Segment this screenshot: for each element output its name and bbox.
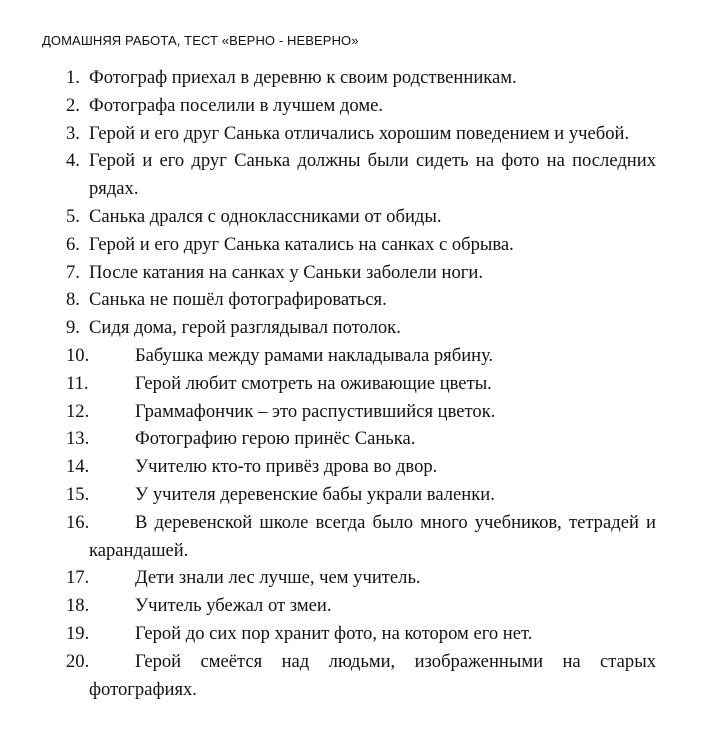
item-number: 20. [66, 650, 90, 672]
list-item-13 [66, 425, 656, 453]
list-item-5 [66, 203, 656, 231]
item-number: 9. [66, 317, 80, 339]
item-text: Учителю кто-то привёз дрова во двор. [135, 456, 438, 478]
item-text: Герой и его друг Санька катались на санках с обрыва. [89, 233, 514, 255]
item-number: 12. [66, 400, 90, 422]
item-number: 7. [66, 261, 80, 283]
item-number: 11. [66, 372, 89, 394]
item-number: 18. [66, 595, 90, 617]
list-item-6 [66, 231, 656, 259]
list-item-15 [66, 481, 656, 509]
list-item-2 [66, 92, 656, 120]
item-text: Герой смеётся над людьми, изображенными на старых фотографиях. [89, 650, 656, 700]
list-item-8 [66, 286, 656, 314]
item-text: Фотографию герою принёс Санька. [135, 428, 416, 450]
list-item-16 [66, 509, 656, 565]
list-item-7 [66, 259, 656, 287]
item-text: Учитель убежал от змеи. [135, 595, 332, 617]
item-text: Герой до сих пор хранит фото, на котором его нет. [135, 622, 533, 644]
item-text: У учителя деревенские бабы украли валенки. [135, 483, 495, 505]
item-number: 19. [66, 622, 90, 644]
item-text: В деревенской школе всегда было много учебников, тетрадей и карандашей. [89, 511, 656, 561]
list-item-17 [66, 564, 656, 592]
item-number: 15. [66, 483, 90, 505]
item-number: 10. [66, 344, 90, 366]
list-item-14 [66, 453, 656, 481]
item-number: 4. [66, 150, 80, 172]
list-item-4 [66, 147, 656, 203]
item-number: 17. [66, 567, 90, 589]
item-number: 8. [66, 289, 80, 311]
item-text: Санька не пошёл фотографироваться. [89, 289, 387, 311]
list-item-12 [66, 398, 656, 426]
item-text: Герой и его друг Санька должны были сидеть на фото на последних рядах. [89, 150, 656, 200]
item-text: Фотограф приехал в деревню к своим родственникам. [89, 67, 517, 88]
list-item-3 [66, 120, 656, 148]
item-text: Санька дрался с одноклассниками от обиды. [89, 205, 442, 227]
item-text: Герой любит смотреть на оживающие цветы. [135, 372, 492, 394]
item-number: 14. [66, 456, 90, 478]
list-item-1 [66, 64, 656, 92]
item-number: 2. [66, 94, 80, 116]
item-text: Граммафончик – это распустившийся цветок. [135, 400, 496, 422]
item-text: Герой и его друг Санька отличались хорошим поведением и учебой. [89, 122, 630, 144]
list-item-20 [66, 648, 656, 704]
question-list [66, 64, 656, 703]
list-item-9 [66, 314, 656, 342]
item-text: Сидя дома, герой разглядывал потолок. [89, 317, 401, 339]
item-number: 3. [66, 122, 80, 144]
item-text: После катания на санках у Саньки заболели ноги. [89, 261, 483, 283]
list-item-11 [66, 370, 656, 398]
item-number: 5. [66, 205, 80, 227]
list-item-18 [66, 592, 656, 620]
document-heading: ДОМАШНЯЯ РАБОТА, ТЕСТ «ВЕРНО - НЕВЕРНО» [42, 33, 359, 48]
item-number: 13. [66, 428, 90, 450]
list-item-10 [66, 342, 656, 370]
item-number: 16. [66, 511, 90, 533]
list-item-19 [66, 620, 656, 648]
item-number: 6. [66, 233, 80, 255]
item-text: Фотографа поселили в лучшем доме. [89, 94, 384, 116]
item-text: Бабушка между рамами накладывала рябину. [135, 344, 494, 366]
item-number: 1. [66, 67, 80, 88]
item-text: Дети знали лес лучше, чем учитель. [135, 567, 421, 589]
